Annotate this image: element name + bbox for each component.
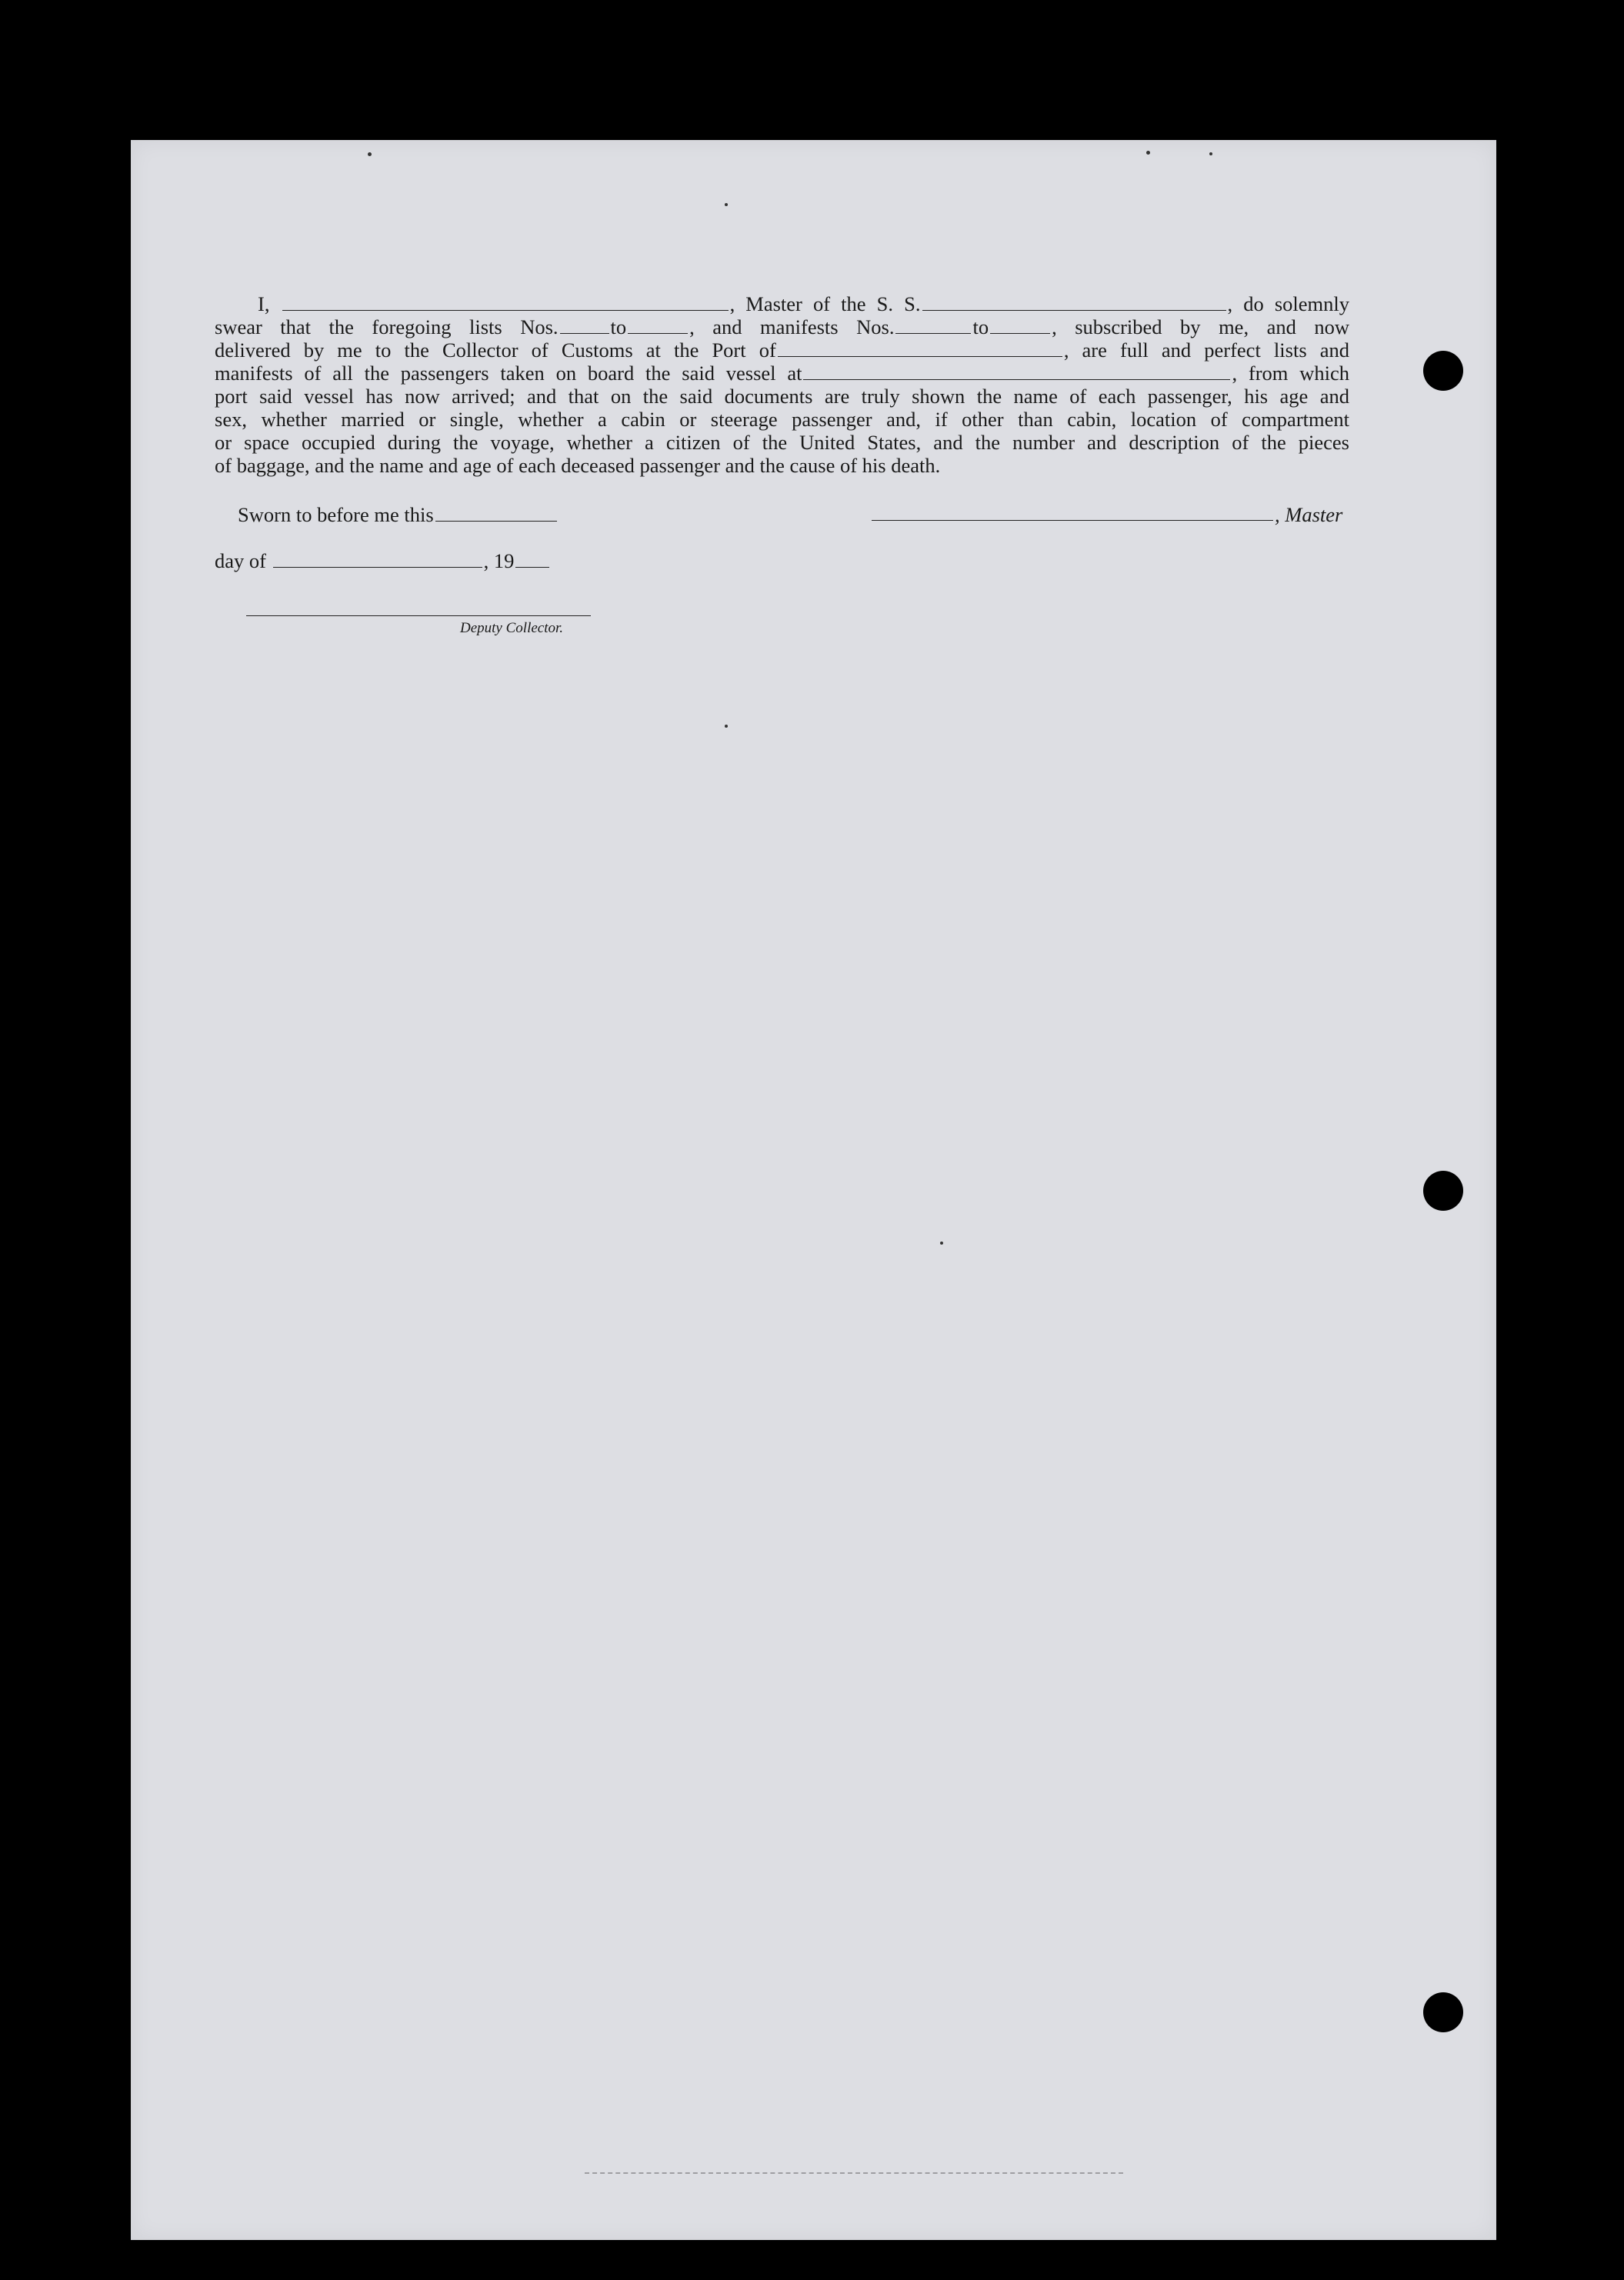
embarkation-port-field[interactable] — [803, 375, 1230, 380]
deputy-collector-label: Deputy Collector. — [460, 620, 564, 636]
scan-speck — [1209, 152, 1212, 155]
declaration-text: delivered by me to the Collector of Customs at the Port of — [215, 338, 776, 362]
month-field[interactable] — [273, 562, 482, 568]
year-text: , 19 — [483, 549, 515, 572]
manifests-from-field[interactable] — [895, 328, 971, 334]
manifests-to-field[interactable] — [990, 328, 1050, 334]
year-field[interactable] — [515, 562, 549, 568]
vessel-name-field[interactable] — [922, 305, 1226, 311]
declaration-line — [215, 362, 1349, 385]
declaration-text: manifests of all the passengers taken on board the said vessel at — [215, 362, 802, 385]
punch-hole-top — [1423, 351, 1463, 391]
punch-hole-middle — [1423, 1171, 1463, 1211]
declaration-text: swear that the foregoing lists Nos. — [215, 315, 559, 338]
declaration-line: sex, whether married or single, whether a cabin or steerage passenger and, if other than cabin, location of compartment — [215, 408, 1349, 431]
scan-speck — [1146, 151, 1150, 155]
sworn-day-field[interactable] — [435, 516, 557, 522]
declaration-text: to — [610, 315, 627, 338]
collector-signature-line[interactable] — [246, 615, 591, 616]
scan-speck — [368, 152, 372, 156]
day-of-text: day of — [215, 549, 266, 572]
declaration-line — [215, 292, 1349, 315]
lists-to-field[interactable] — [628, 328, 688, 334]
master-declaration — [215, 292, 1349, 477]
declaration-line: or space occupied during the voyage, whether a citizen of the United States, and the number and description of the pieces — [215, 431, 1349, 454]
port-field[interactable] — [778, 352, 1062, 357]
declaration-text: , from which — [1232, 362, 1350, 385]
master-label: , Master — [1275, 503, 1343, 526]
declaration-text: , Master of the S. S. — [729, 292, 921, 315]
master-signature-line[interactable] — [872, 520, 1273, 521]
lists-from-field[interactable] — [560, 328, 609, 334]
form-page — [131, 140, 1496, 2240]
declaration-text: , are full and perfect lists and — [1063, 338, 1349, 362]
declaration-text: , and manifests Nos. — [689, 315, 895, 338]
sworn-text: Sworn to before me this — [238, 503, 434, 526]
declaration-line — [215, 315, 1349, 338]
day-of-label — [215, 549, 551, 573]
declaration-line — [215, 338, 1349, 362]
declaration-text: I, — [258, 292, 270, 315]
master-name-field[interactable] — [282, 305, 729, 311]
faint-dashed-rule — [585, 2171, 1123, 2174]
declaration-text: , subscribed by me, and now — [1052, 315, 1349, 338]
scan-speck — [725, 203, 728, 206]
sworn-label — [238, 503, 559, 527]
declaration-line: port said vessel has now arrived; and that on the said documents are truly shown the name of each passenger, his age and — [215, 385, 1349, 408]
declaration-text: , do solemnly — [1227, 292, 1350, 315]
scan-speck — [725, 725, 728, 728]
declaration-text: to — [972, 315, 989, 338]
punch-hole-bottom — [1423, 1992, 1463, 2032]
scan-speck — [940, 1242, 943, 1245]
declaration-line: of baggage, and the name and age of each deceased passenger and the cause of his death. — [215, 454, 941, 477]
